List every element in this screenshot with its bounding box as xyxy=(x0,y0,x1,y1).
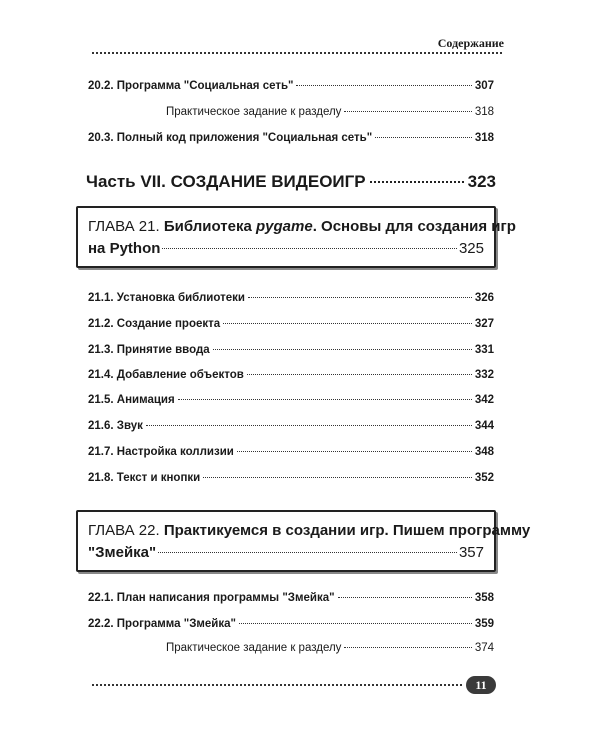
toc-entry-label: Практическое задание к разделу xyxy=(166,106,342,118)
toc-entry-label: 22.1. План написания программы "Змейка" xyxy=(88,592,335,604)
chapter-prefix: ГЛАВА 21. xyxy=(88,218,160,235)
chapter-title-line xyxy=(88,238,484,260)
leader-dots xyxy=(338,597,472,598)
chapter-title-part: Библиотека xyxy=(163,218,252,235)
toc-entry-page: 352 xyxy=(474,472,494,484)
toc-entry-label: 21.4. Добавление объектов xyxy=(88,369,244,381)
part-heading[interactable] xyxy=(86,172,496,192)
leader-dots xyxy=(146,425,472,426)
chapter-page: 325 xyxy=(458,240,484,257)
toc-entry[interactable] xyxy=(88,592,494,604)
leader-dots xyxy=(158,552,457,553)
chapter-title-line xyxy=(88,542,484,564)
header-divider xyxy=(92,52,502,54)
toc-entry-page: 358 xyxy=(474,592,494,604)
toc-entry[interactable] xyxy=(88,344,494,356)
chapter-title-part: Практикуемся в создании игр. Пишем программу xyxy=(163,522,531,539)
toc-entry[interactable] xyxy=(88,292,494,304)
chapter-title-part: . Основы для создания игр xyxy=(312,218,516,235)
leader-dots xyxy=(370,181,464,183)
toc-entry-label: 21.8. Текст и кнопки xyxy=(88,472,201,484)
toc-entry-page: 374 xyxy=(474,642,494,654)
toc-entry-label: 21.5. Анимация xyxy=(88,394,175,406)
toc-entry-label: 20.2. Программа "Социальная сеть" xyxy=(88,80,294,92)
running-header-title: Содержание xyxy=(437,36,504,50)
toc-entry-label: Практическое задание к разделу xyxy=(166,642,342,654)
leader-dots xyxy=(344,111,471,112)
toc-entry[interactable] xyxy=(88,420,494,432)
toc-entry[interactable] xyxy=(166,642,494,654)
leader-dots xyxy=(223,323,472,324)
toc-entry[interactable] xyxy=(88,318,494,330)
toc-entry-page: 318 xyxy=(474,132,494,144)
toc-entry-label: 20.3. Полный код приложения "Социальная сеть" xyxy=(88,132,373,144)
toc-entry[interactable] xyxy=(88,394,494,406)
leader-dots xyxy=(178,399,472,400)
toc-entry-label: 21.3. Принятие ввода xyxy=(88,344,210,356)
leader-dots xyxy=(162,248,457,249)
toc-entry[interactable] xyxy=(88,446,494,458)
toc-entry-page: 359 xyxy=(474,618,494,630)
toc-entry-page: 327 xyxy=(474,318,494,330)
page-number-badge: 11 xyxy=(466,676,496,694)
chapter-title-part: "Змейка" xyxy=(88,544,157,561)
toc-entry[interactable] xyxy=(166,106,494,118)
toc-entry-page: 342 xyxy=(474,394,494,406)
leader-dots xyxy=(213,349,472,350)
toc-entry-label: 21.1. Установка библиотеки xyxy=(88,292,245,304)
part-heading-label: Часть VII. СОЗДАНИЕ ВИДЕОИГР xyxy=(86,172,366,191)
leader-dots xyxy=(296,85,471,86)
chapter-title-italic: pygame xyxy=(256,218,313,235)
toc-entry-page: 344 xyxy=(474,420,494,432)
toc-entry-label: 21.2. Создание проекта xyxy=(88,318,221,330)
toc-entry[interactable] xyxy=(88,472,494,484)
footer-divider xyxy=(92,684,462,686)
chapter-page: 357 xyxy=(458,544,484,561)
toc-entry[interactable] xyxy=(88,80,494,92)
toc-entry-page: 348 xyxy=(474,446,494,458)
chapter-title-part: на Python xyxy=(88,240,161,257)
part-heading-page: 323 xyxy=(467,172,496,191)
chapter-21-box[interactable] xyxy=(76,206,516,268)
toc-entry[interactable] xyxy=(88,618,494,630)
toc-entry-label: 21.6. Звук xyxy=(88,420,143,432)
leader-dots xyxy=(375,137,472,138)
chapter-title-line xyxy=(88,520,531,542)
leader-dots xyxy=(203,477,472,478)
toc-entry-label: 22.2. Программа "Змейка" xyxy=(88,618,236,630)
leader-dots xyxy=(344,647,471,648)
chapter-title-line xyxy=(88,216,516,238)
leader-dots xyxy=(247,374,472,375)
toc-entry-page: 318 xyxy=(474,106,494,118)
toc-entry-page: 326 xyxy=(474,292,494,304)
chapter-22-box[interactable] xyxy=(76,510,531,572)
toc-entry-page: 332 xyxy=(474,369,494,381)
leader-dots xyxy=(237,451,472,452)
toc-entry-page: 307 xyxy=(474,80,494,92)
chapter-prefix: ГЛАВА 22. xyxy=(88,522,160,539)
toc-entry[interactable] xyxy=(88,132,494,144)
toc-entry[interactable] xyxy=(88,369,494,381)
leader-dots xyxy=(248,297,472,298)
leader-dots xyxy=(239,623,472,624)
toc-entry-label: 21.7. Настройка коллизии xyxy=(88,446,234,458)
toc-entry-page: 331 xyxy=(474,344,494,356)
